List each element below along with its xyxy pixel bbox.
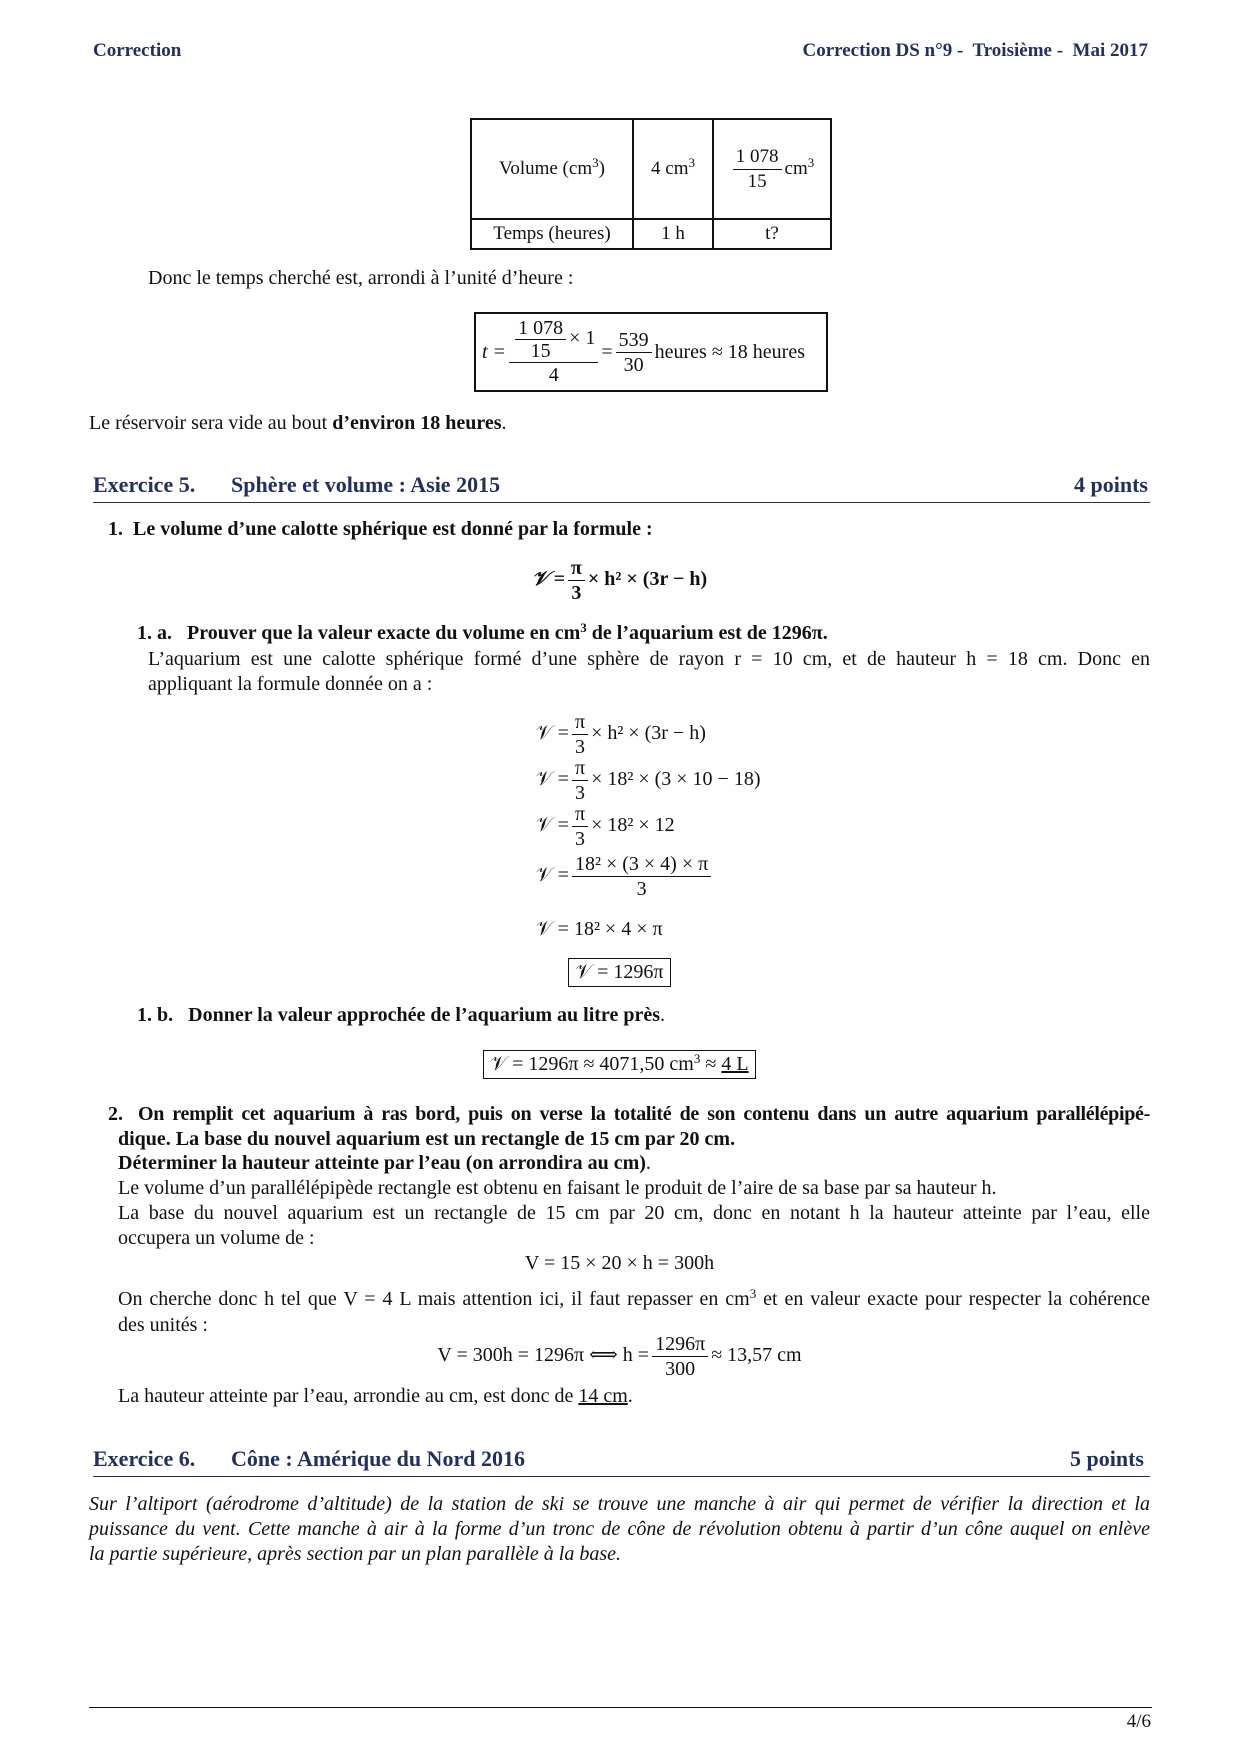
answer-line: L’aquarium est une calotte sphérique formé d’une sphère de rayon r = 10 cm, et de hauteur h = 18 cm. Donc en bbox=[148, 648, 1150, 670]
intro-line: la partie supérieure, après section par un plan parallèle à la base. bbox=[89, 1543, 621, 1565]
volume-time-table bbox=[470, 118, 832, 250]
table-cell: 1 h bbox=[633, 219, 713, 249]
step: 𝒱 = $\frac{\text{18² × (3 × 4) × π}}{3}$ bbox=[536, 852, 761, 906]
question-2-line: dique. La base du nouvel aquarium est un rectangle de 15 cm par 20 cm. bbox=[118, 1128, 736, 1150]
answer-line: Le volume d’un parallélépipède rectangle est obtenu en faisant le produit de l’aire de sa base par sa hauteur h. bbox=[118, 1177, 997, 1199]
table-cell: 4 $cm^3$ bbox=[633, 119, 713, 219]
question-2-number: 2. bbox=[108, 1103, 123, 1125]
final-answer: La hauteur atteinte par l’eau, arrondie au cm, est donc de 14 cm. bbox=[118, 1385, 633, 1407]
table-cell: $\frac{1 078}{15}$ $cm^3$ bbox=[713, 119, 831, 219]
table-cell: t? bbox=[713, 219, 831, 249]
exercise-6-heading: Exercice 6. Cône : Amérique du Nord 2016 5 points bbox=[93, 1446, 1150, 1477]
equation-volume: V = 15 × 20 × h = 300h bbox=[524, 1252, 715, 1274]
footer-rule bbox=[89, 1707, 1152, 1708]
answer-line: occupera un volume de : bbox=[118, 1227, 315, 1249]
equation-height: V = 300h = 1296π ⟺ h = $\frac{1296\pi}{300}$ ≈ 13,57 cm bbox=[437, 1333, 802, 1380]
step: 𝒱 = $\frac{\pi}{3}$ × h² × (3r − h) bbox=[536, 711, 706, 758]
table-cell: Temps (heures) bbox=[471, 219, 633, 249]
question-1b: 1. b. Donner la valeur approchée de l’aquarium au litre près. bbox=[137, 1004, 665, 1026]
table-cell: Volume $(cm^3)$ bbox=[471, 119, 633, 219]
header-right: Correction DS n°9 - Troisième - Mai 2017 bbox=[802, 40, 1148, 61]
formula-main: 𝒱 = $\frac{\pi}{3}$ × h² × (3r − h) bbox=[531, 557, 708, 604]
t-formula-box: t = $\frac{1 078}{15}$ × 1 4 = $\frac{539}{30}$ heures ≈ 18 heures bbox=[474, 312, 828, 392]
donc-text: Donc le temps cherché est, arrondi à l’unité d’heure : bbox=[148, 267, 574, 289]
exercise-5-heading: Exercice 5. Sphère et volume : Asie 2015 4 points bbox=[93, 472, 1150, 503]
intro-line: Sur l’altiport (aérodrome d’altitude) de la station de ski se trouve une manche à air qui permet de vérifier la direction et la bbox=[89, 1493, 1150, 1515]
question-1a: 1. a. Prouver que la valeur exacte du volume en $cm^3$ de l’aquarium est de 1296π. bbox=[137, 620, 828, 644]
header-left: Correction bbox=[93, 40, 182, 61]
step: 𝒱 = $\frac{\pi}{3}$ × 18² × (3 × 10 − 18) bbox=[536, 757, 761, 804]
calculation-steps bbox=[536, 710, 761, 946]
question-2-line: Déterminer la hauteur atteinte par l’eau (on arrondira au cm). bbox=[118, 1152, 651, 1174]
answer-line: des unités : bbox=[118, 1314, 208, 1336]
step: 𝒱 = 18² × 4 × π bbox=[536, 918, 663, 940]
step: 𝒱 = $\frac{\pi}{3}$ × 18² × 12 bbox=[536, 803, 675, 850]
question-1: 1. Le volume d’une calotte sphérique est donné par la formule : bbox=[108, 518, 653, 540]
page-number: 4/6 bbox=[1126, 1711, 1151, 1732]
answer-line: La base du nouvel aquarium est un rectangle de 15 cm par 20 cm, donc en notant h la hauteur atteinte par l’eau, elle bbox=[118, 1202, 1150, 1224]
question-2-line: On remplit cet aquarium à ras bord, puis on verse la totalité de son contenu dans un autre aquarium parallélépipé- bbox=[138, 1103, 1150, 1125]
result-1b: 𝒱 = 1296π ≈ 4071,50 $cm^3 \approx 4$ L bbox=[89, 1050, 1150, 1079]
result-1a: 𝒱 = 1296π bbox=[89, 958, 1150, 987]
answer-line: appliquant la formule donnée on a : bbox=[148, 673, 433, 695]
intro-line: puissance du vent. Cette manche à air à la forme d’un tronc de cône de révolution obtenu à partir d’un cône auquel on enlève bbox=[89, 1518, 1150, 1540]
conclusion: Le réservoir sera vide au bout d’environ 18 heures. bbox=[89, 412, 507, 434]
answer-line: On cherche donc h tel que V = 4 L mais attention ici, il faut repasser en $cm^3$ et en valeur exacte pour respecter la cohérence bbox=[118, 1286, 1151, 1310]
